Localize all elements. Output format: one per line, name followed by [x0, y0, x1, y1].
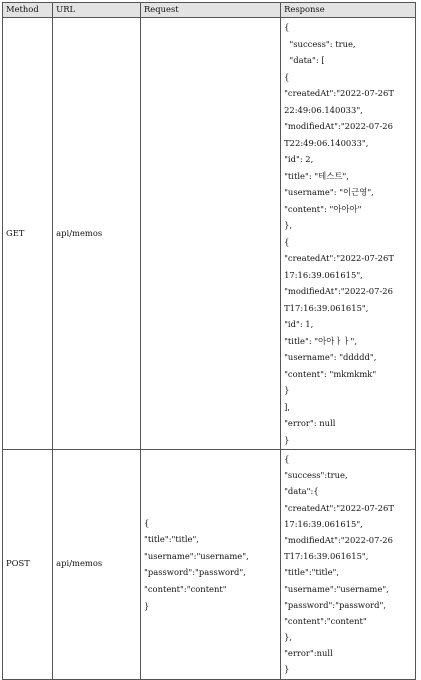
code-line: "title":"title",: [143, 534, 199, 545]
code-line: }: [284, 385, 290, 395]
code-line: T17:16:39.061615",: [284, 302, 369, 313]
request-cell: [140, 450, 280, 680]
header-response: Response: [281, 3, 416, 18]
code-line: 22:49:06.140033",: [284, 104, 363, 115]
code-line: "username": "이근영",: [284, 187, 374, 197]
code-line: "data":{: [284, 486, 319, 497]
code-line: {: [284, 71, 290, 82]
code-line: "success":true,: [284, 470, 348, 481]
code-line: "content":"content": [143, 583, 227, 594]
code-line: "username": "ddddd",: [284, 352, 377, 362]
code-line: "createdAt":"2022-07-26T: [284, 502, 394, 513]
header-method: Method: [3, 3, 53, 18]
code-line: ],: [284, 401, 291, 412]
code-line: "modifiedAt":"2022-07-26: [284, 286, 393, 296]
code-line: "id": 1,: [284, 319, 314, 329]
response-cell: [281, 18, 416, 450]
code-line: T17:16:39.061615",: [284, 551, 369, 562]
code-line: "title": "아아ㅏㅏ",: [284, 335, 358, 346]
table-header-row: [3, 3, 416, 18]
url-cell: api/memos: [53, 18, 141, 450]
code-line: }: [284, 434, 290, 445]
code-line: "title":"title",: [284, 567, 340, 578]
code-line: "data": [: [284, 55, 325, 65]
code-line: "error":null: [284, 648, 333, 659]
code-line: "username":"username",: [284, 583, 389, 594]
code-line: "password":"password",: [284, 599, 387, 610]
code-line: {: [143, 517, 150, 528]
code-line: "success": true,: [284, 38, 356, 49]
code-line: "password":"password",: [143, 567, 246, 578]
code-line: "id": 2,: [284, 154, 314, 164]
code-line: },: [284, 632, 293, 643]
code-line: {: [284, 454, 290, 464]
url-cell: api/memos: [53, 450, 141, 680]
code-line: {: [284, 22, 290, 32]
code-line: "content":"content": [284, 615, 367, 626]
code-line: "createdAt":"2022-07-26T: [284, 88, 394, 98]
code-line: "createdAt":"2022-07-26T: [284, 253, 394, 263]
api-spec-table: [2, 2, 416, 680]
table-row-get: [3, 18, 416, 450]
code-line: 17:16:39.061615",: [284, 518, 363, 529]
method-cell: POST: [3, 450, 53, 680]
code-line: "modifiedAt":"2022-07-26: [284, 121, 393, 131]
table-row-post: [3, 450, 416, 680]
code-line: {: [284, 236, 290, 247]
code-line: "content": "mkmkmk": [284, 368, 377, 379]
code-line: },: [284, 220, 293, 230]
method-cell: GET: [3, 18, 53, 450]
code-line: }: [143, 600, 150, 611]
code-line: "modifiedAt":"2022-07-26: [284, 534, 393, 545]
code-line: "title": "테스트",: [284, 170, 349, 181]
code-line: "content": "아아아": [284, 203, 362, 214]
header-url: URL: [53, 3, 141, 18]
response-cell: [281, 450, 416, 680]
code-line: "error": null: [284, 418, 336, 428]
header-request: Request: [140, 3, 280, 18]
request-cell: [140, 18, 280, 450]
code-line: T22:49:06.140033",: [284, 137, 369, 148]
code-line: }: [284, 664, 290, 675]
code-line: "username":"username",: [143, 550, 249, 561]
code-line: 17:16:39.061615",: [284, 269, 363, 280]
